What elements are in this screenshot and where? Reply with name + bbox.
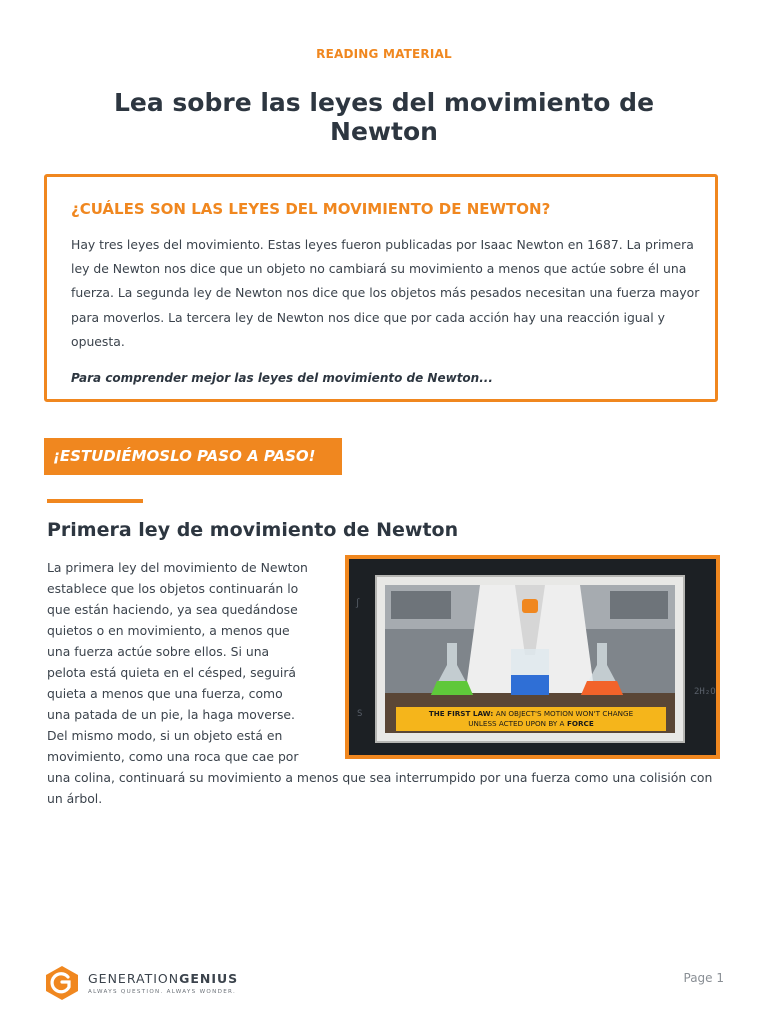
intro-heading: ¿CUÁLES SON LAS LEYES DEL MOVIMIENTO DE NEWTON? — [71, 200, 551, 218]
caption-line-1: AN OBJECT'S MOTION WON'T CHANGE — [495, 709, 634, 718]
caption-label: THE FIRST LAW: — [428, 709, 494, 718]
intro-lead: Para comprender mejor las leyes del movimiento de Newton... — [71, 371, 493, 385]
brand-name-part2: GENIUS — [179, 971, 239, 986]
accent-rule — [47, 499, 143, 503]
chalk-scribble: ∫ — [355, 599, 361, 609]
section-text-content: La primera ley del movimiento de Newton establece que los objetos continuarán lo que están haciendo, ya sea quedándose quietos o en movimiento, a menos que una fuerza actúe sobre ellos. Si una pelota está quieta en el césped, seguirá quieta a menos que una fuerza, como una patada de un pie, la haga moverse. Del mismo modo, si un objeto está en movimiento, como una roca que cae por una colina, continuará su movimiento a menos que sea interrumpido por una fuerza como una colisión con un árbol. — [47, 560, 713, 806]
brand-name-part1: GENERATION — [88, 971, 180, 986]
caption-line-2: UNLESS ACTED UPON BY A — [468, 719, 565, 728]
eyebrow-label: READING MATERIAL — [316, 47, 452, 61]
chalk-formula: 2H₂O — [694, 687, 716, 697]
brand-name — [88, 971, 238, 986]
brand-tagline: ALWAYS QUESTION. ALWAYS WONDER. — [88, 989, 237, 995]
caption-emphasis: FORCE — [566, 719, 594, 728]
figure-caption — [396, 707, 666, 731]
section-title: Primera ley de movimiento de Newton — [47, 519, 459, 541]
step-banner: ¡ESTUDIÉMOSLO PASO A PASO! — [44, 438, 342, 475]
generation-genius-logo-icon — [44, 965, 80, 1001]
intro-box — [44, 174, 718, 402]
intro-text: Hay tres leyes del movimiento. Estas leyes fueron publicadas por Isaac Newton en 1687. La primera ley de Newton nos dice que un objeto no cambiará su movimiento a menos que actúe sobre él una fuerza. La segunda ley de Newton nos dice que los objetos más pesados necesitan una fuerza mayor para moverlos. La tercera ley de Newton nos dice que por cada acción hay una reacción igual y opuesta. — [71, 237, 700, 349]
chalk-scribble: S — [357, 709, 363, 719]
page-number: Page 1 — [683, 971, 724, 985]
page-title: Lea sobre las leyes del movimiento de Newton — [113, 88, 655, 146]
